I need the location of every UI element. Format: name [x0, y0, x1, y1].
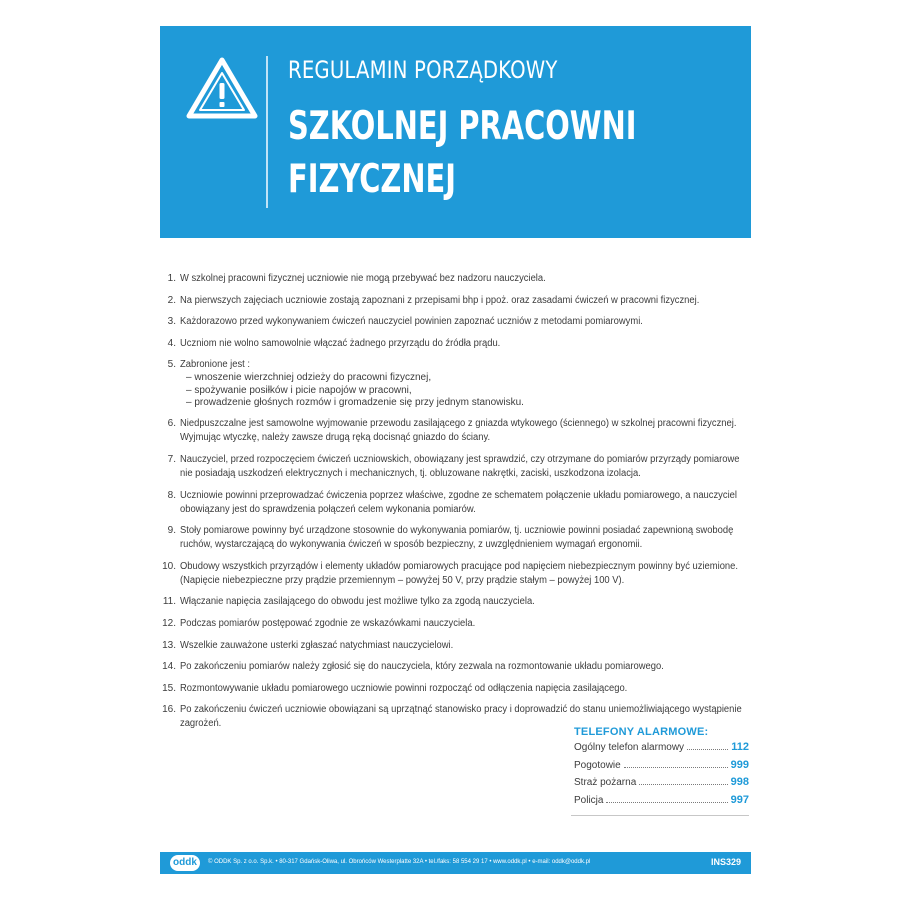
rules-list: [160, 272, 751, 739]
prohibited-list: [180, 372, 751, 410]
rule-number: 1.: [167, 273, 176, 284]
rule-text: Uczniom nie wolno samowolnie włączać żadnego przyrządu do źródła prądu.: [180, 337, 501, 349]
footer-code: INS329: [710, 857, 741, 867]
phone-number: 999: [730, 758, 749, 771]
header-banner: [160, 26, 751, 238]
phone-label: Ogólny telefon alarmowy: [574, 742, 685, 753]
rule-text: Na pierwszych zajęciach uczniowie zostają zapoznani z przepisami bhp i ppoż. oraz zasadami ćwiczeń w pracowni fizycznej.: [180, 294, 700, 306]
footer-contact: © ODDK Sp. z o.o. Sp.k. • 80-317 Gdańsk-Oliwa, ul. Obrońców Westerplatte 32A • tel./faks: 58 554 29 17 • www.oddk.pl • e-mail: oddk@oddk.pl: [208, 859, 591, 865]
phone-list: [571, 741, 749, 811]
document-subtitle: REGULAMIN PORZĄDKOWY: [288, 56, 558, 84]
dot-leader: [639, 784, 727, 785]
dot-leader: [624, 767, 728, 768]
rule-item: [160, 682, 751, 696]
rule-text: Podczas pomiarów postępować zgodnie ze wskazówkami nauczyciela.: [180, 618, 476, 630]
rule-number: 14.: [162, 661, 176, 673]
dot-leader: [606, 802, 727, 803]
dot-leader: [687, 749, 728, 750]
footer-bar: [160, 852, 751, 874]
prohibited-item: – spożywanie posiłków i picie napojów w pracowni,: [186, 384, 412, 396]
rule-item: [160, 453, 751, 481]
phone-row: [571, 794, 749, 812]
rule-text: Po zakończeniu ćwiczeń uczniowie obowiązani są uprzątnąć stanowisko pracy i doprowadzić do stanu uniemożliwiającego wystąpienie zagrożeń.: [180, 704, 742, 730]
emergency-phones-title: TELEFONY ALARMOWE:: [574, 726, 709, 738]
rule-number: 9.: [167, 525, 176, 537]
prohibited-item: – prowadzenie głośnych rozmów i gromadzenie się przy jednym stanowisku.: [186, 397, 524, 409]
rule-item: [160, 660, 751, 674]
rule-text: Włączanie napięcia zasilającego do obwodu jest możliwe tylko za zgodą nauczyciela.: [180, 596, 535, 608]
rule-item: [160, 294, 751, 308]
rule-item: [160, 358, 751, 410]
rule-text: Obudowy wszystkich przyrządów i elementy układów pomiarowych pracujące pod napięciem niebezpiecznym powinny być uziemione. (Napięcie niebezpieczne przy prądzie przemiennym – powyżej 50 V, przy prądzie stałym – powyżej 100 V).: [180, 560, 739, 586]
rule-number: 2.: [167, 294, 176, 306]
rule-number: 16.: [162, 704, 176, 716]
phone-number: 998: [730, 776, 749, 788]
rule-text: Uczniowie powinni przeprowadzać ćwiczenia poprzez właściwe, zgodne ze schematem połączenie układu pomiarowego, a nauczyciel obowiązany jest do sprawdzenia połączeń celem wykonania pomiarów.: [180, 489, 737, 515]
rule-number: 12.: [162, 618, 176, 630]
rule-number: 5.: [167, 359, 176, 371]
phone-number: 112: [731, 741, 749, 753]
rule-item: [160, 489, 751, 517]
rule-number: 6.: [167, 418, 176, 430]
header-divider: [266, 56, 268, 208]
rule-item: [160, 595, 751, 609]
rule-number: 13.: [162, 639, 176, 651]
phone-row: [571, 759, 749, 777]
rule-number: 11.: [162, 596, 176, 608]
rule-item: [160, 337, 751, 351]
phone-number: 997: [730, 793, 749, 806]
rule-item: [160, 560, 751, 588]
rule-text: W szkolnej pracowni fizycznej uczniowie nie mogą przebywać bez nadzoru nauczyciela.: [180, 273, 546, 284]
rule-number: 15.: [162, 682, 176, 694]
rule-text: Rozmontowywanie układu pomiarowego uczniowie powinni rozpocząć od odłączenia napięcia zasilającego.: [180, 682, 628, 694]
rule-text: Stoły pomiarowe powinny być urządzone stosownie do wykonywania pomiarów, tj. uczniowie powinni posiadać zapewnioną swobodę ruchów, wystarczającą do wykonywania ćwiczeń w sposób bezpieczny, z uwzględnieniem wymagań ergonomii.: [180, 525, 734, 551]
rule-text: Zabronione jest :: [180, 359, 251, 371]
oddk-logo: oddk: [170, 855, 200, 871]
rule-item: [160, 617, 751, 631]
phone-row: [571, 741, 749, 759]
phones-divider: [571, 815, 749, 816]
emergency-phones: [571, 726, 749, 816]
rule-text: Po zakończeniu pomiarów należy zgłosić się do nauczyciela, który zezwala na rozmontowanie układu pomiarowego.: [180, 661, 664, 673]
rule-number: 7.: [167, 454, 176, 466]
warning-triangle-icon: [186, 56, 258, 120]
phone-label: Policja: [574, 794, 604, 806]
document-page: [160, 26, 751, 878]
rule-item: [160, 272, 751, 286]
rule-text: Każdorazowo przed wykonywaniem ćwiczeń nauczyciel powinien zapoznać uczniów z metodami pomiarowymi.: [180, 316, 643, 328]
prohibited-item: – wnoszenie wierzchniej odzieży do pracowni fizycznej,: [186, 372, 432, 384]
phone-row: [571, 776, 749, 794]
rule-number: 8.: [167, 489, 176, 501]
rule-item: [160, 315, 751, 329]
rule-item: [160, 524, 751, 552]
rule-item: [160, 639, 751, 653]
rule-number: 10.: [162, 560, 176, 572]
document-title: SZKOLNEJ PRACOWNI FIZYCZNEJ: [288, 104, 637, 202]
rule-item: [160, 417, 751, 445]
rule-text: Niedpuszczalne jest samowolne wyjmowanie przewodu zasilającego z gniazda wtykowego (ściennego) w szkolnej pracowni fizycznej. Wyjmując wtyczkę, należy zawsze drugą ręką docisnąć gniazdo do ściany.: [180, 418, 737, 444]
rule-text: Wszelkie zauważone usterki zgłaszać natychmiast nauczycielowi.: [180, 639, 454, 651]
phone-label: Pogotowie: [574, 759, 621, 771]
phone-label: Straż pożarna: [574, 777, 637, 788]
rule-number: 3.: [167, 316, 176, 328]
rule-number: 4.: [167, 337, 176, 349]
rule-text: Nauczyciel, przed rozpoczęciem ćwiczeń uczniowskich, obowiązany jest sprawdzić, czy otrzymane do pomiarów przyrządy pomiarowe nie posiadają uszkodzeń elektrycznych i mechanicznych, tj. obluzowane nakrętki, zaciski, uszkodzona izolacja.: [180, 454, 740, 480]
